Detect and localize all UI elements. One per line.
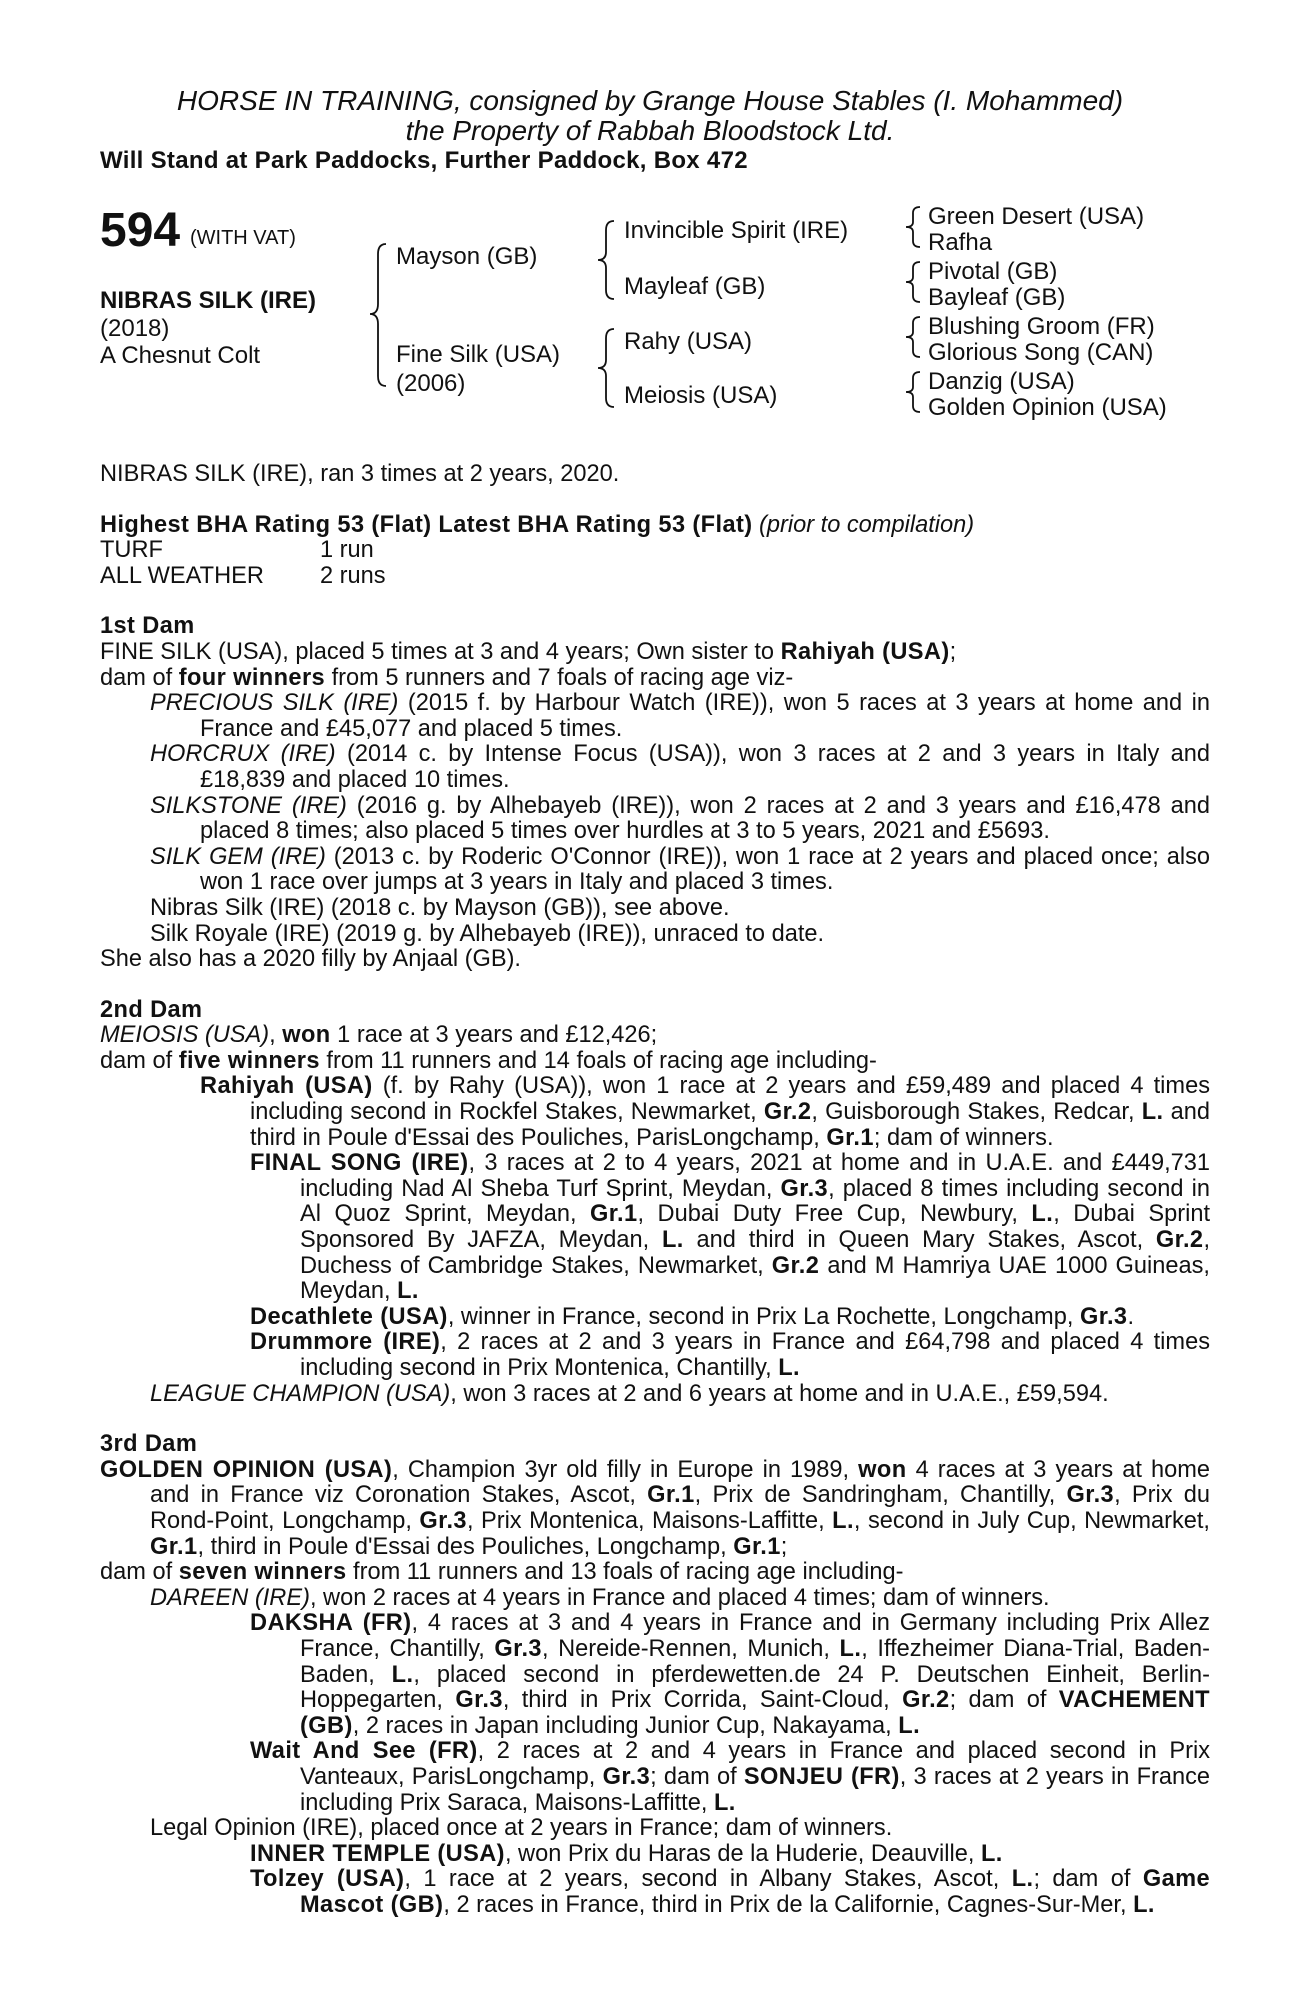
third-dam-line2: dam of seven winners from 11 runners and 13 foals of racing age including- xyxy=(100,1559,904,1586)
rating-heading: Highest BHA Rating 53 (Flat) Latest BHA Rating 53 (Flat) (prior to compilation) xyxy=(100,511,975,538)
second-dam-line1: MEIOSIS (USA), won 1 race at 3 years and £12,426; xyxy=(100,1022,658,1049)
progeny-silk-royale: Silk Royale (IRE) (2019 g. by Alhebayeb (IRE)), unraced to date. xyxy=(150,920,825,947)
pedigree-bracket-ds xyxy=(900,314,924,360)
pedigree-dam-dam: Meiosis (USA) xyxy=(624,382,778,409)
progeny-decathlete: Decathlete (USA), winner in France, second in Prix La Rochette, Longchamp, Gr.3. xyxy=(250,1303,1135,1330)
progeny-daksha: DAKSHA (FR), 4 races at 3 and 4 years in France and in Germany including Prix Allez France, Chantilly, Gr.3, Nereide-Rennen, Munich, L., Iffezheimer Diana-Trial, Baden-Baden, L., placed second in pferdewetten.de 24 P. Deutschen Einheit, Berlin-Hoppegarten, Gr.3, third in Prix Corrida, Saint-Cloud, Gr.2; dam of VACHEMENT (GB), 2 races in Japan including Junior Cup, Nakayama, L. xyxy=(250,1610,1210,1739)
pedigree-sss: Green Desert (USA) xyxy=(928,203,1145,230)
pedigree-sds: Pivotal (GB) xyxy=(928,258,1058,285)
progeny-silk-gem: SILK GEM (IRE) (2013 c. by Roderic O'Connor (IRE)), won 1 race at 2 years and placed once; also won 1 race over jumps at 3 years in Italy and placed 3 times. xyxy=(150,843,1210,896)
catalogue-body xyxy=(100,462,1210,1918)
progeny-silkstone: SILKSTONE (IRE) (2016 g. by Alhebayeb (IRE)), won 2 races at 2 and 3 years and £16,478 and placed 8 times; also placed 5 times over hurdles at 3 to 5 years, 2021 and £5693. xyxy=(150,792,1210,845)
progeny-horcrux: HORCRUX (IRE) (2014 c. by Intense Focus (USA)), won 3 races at 2 and 3 years in Italy and £18,839 and placed 10 times. xyxy=(150,741,1210,793)
pedigree-sire-sire: Invincible Spirit (IRE) xyxy=(624,217,849,244)
progeny-tolzey: Tolzey (USA), 1 race at 2 years, second in Albany Stakes, Ascot, L.; dam of Game Mascot (GB), 2 races in France, third in Prix de la Californie, Cagnes-Sur-Mer, L. xyxy=(250,1866,1210,1918)
second-dam-heading: 2nd Dam xyxy=(100,996,203,1023)
progeny-legal-opinion: Legal Opinion (IRE), placed once at 2 years in France; dam of winners. xyxy=(150,1815,893,1842)
progeny-inner-temple: INNER TEMPLE (USA), won Prix du Haras de la Huderie, Deauville, L. xyxy=(250,1840,1003,1867)
progeny-nibras-silk: Nibras Silk (IRE) (2018 c. by Mayson (GB)), see above. xyxy=(150,894,730,921)
pedigree-bracket-sd xyxy=(900,259,924,305)
second-dam-line2: dam of five winners from 11 runners and 14 foals of racing age including- xyxy=(100,1047,877,1074)
consignor-line: HORSE IN TRAINING, consigned by Grange House Stables (I. Mohammed) xyxy=(176,85,1124,116)
horse-description: A Chesnut Colt xyxy=(100,342,261,369)
first-dam-line1: FINE SILK (USA), placed 5 times at 3 and 4 years; Own sister to Rahiyah (USA); xyxy=(100,638,957,665)
pedigree-bracket-sire xyxy=(592,218,620,302)
horse-year: (2018) xyxy=(100,315,170,342)
pedigree-ddd: Golden Opinion (USA) xyxy=(928,394,1167,421)
pedigree-dds: Danzig (USA) xyxy=(928,368,1075,395)
third-dam-heading: 3rd Dam xyxy=(100,1431,198,1458)
pedigree-bracket-ss xyxy=(900,204,924,250)
pedigree-dam-year: (2006) xyxy=(396,370,466,397)
pedigree-dss: Blushing Groom (FR) xyxy=(928,313,1155,340)
property-line: the Property of Rabbah Bloodstock Ltd. xyxy=(405,115,895,146)
horse-name: NIBRAS SILK (IRE) xyxy=(100,287,316,314)
rating-all-weather: ALL WEATHER 2 runs xyxy=(100,562,386,589)
pedigree-dam-sire: Rahy (USA) xyxy=(624,328,753,355)
progeny-rahiyah: Rahiyah (USA) (f. by Rahy (USA)), won 1 race at 2 years and £59,489 and placed 4 times including second in Rockfel Stakes, Newmarket, Gr.2, Guisborough Stakes, Redcar, L. and third in Poule d'Essai des Pouliches, ParisLongchamp, Gr.1; dam of winners. xyxy=(200,1073,1211,1151)
pedigree-bracket-main xyxy=(364,240,394,390)
first-dam-heading: 1st Dam xyxy=(100,613,195,640)
pedigree-dam: Fine Silk (USA) xyxy=(396,341,561,368)
progeny-final-song: FINAL SONG (IRE), 3 races at 2 to 4 years, 2021 at home and in U.A.E. and £449,731 including Nad Al Sheba Turf Sprint, Meydan, Gr.3, placed 8 times including second in Al Quoz Sprint, Meydan, Gr.1, Dubai Duty Free Cup, Newbury, L., Dubai Sprint Sponsored By JAFZA, Meydan, L. and third in Queen Mary Stakes, Ascot, Gr.2, Duchess of Cambridge Stakes, Newmarket, Gr.2 and M Hamriya UAE 1000 Guineas, Meydan, L. xyxy=(250,1150,1210,1305)
progeny-drummore: Drummore (IRE), 2 races at 2 and 3 years in France and £64,798 and placed 4 times including second in Prix Montenica, Chantilly, L. xyxy=(250,1329,1210,1381)
progeny-league-champion: LEAGUE CHAMPION (USA), won 3 races at 2 and 6 years at home and in U.A.E., £59,594. xyxy=(150,1380,1109,1407)
stabling-line: Will Stand at Park Paddocks, Further Paddock, Box 472 xyxy=(100,147,748,174)
pedigree-sire-dam: Mayleaf (GB) xyxy=(624,273,766,300)
rating-turf: TURF 1 run xyxy=(100,537,374,564)
race-summary: NIBRAS SILK (IRE), ran 3 times at 2 years, 2020. xyxy=(100,461,620,487)
pedigree-sdd: Bayleaf (GB) xyxy=(928,284,1066,311)
progeny-precious-silk: PRECIOUS SILK (IRE) (2015 f. by Harbour Watch (IRE)), won 5 races at 3 years at home and in France and £45,077 and placed 5 times. xyxy=(150,690,1210,742)
lot-number: 594 xyxy=(100,204,181,257)
vat-note: (WITH VAT) xyxy=(190,227,296,249)
progeny-wait-and-see: Wait And See (FR), 2 races at 2 and 4 years in France and placed second in Prix Vanteaux, ParisLongchamp, Gr.3; dam of SONJEU (FR), 3 races at 2 years in France including Prix Saraca, Maisons-Laffitte, L. xyxy=(250,1738,1211,1816)
pedigree-sire: Mayson (GB) xyxy=(396,243,538,270)
pedigree-dsd: Glorious Song (CAN) xyxy=(928,339,1154,366)
pedigree-bracket-dam xyxy=(592,326,620,410)
pedigree-ssd: Rafha xyxy=(928,229,993,256)
progeny-dareen: DAREEN (IRE), won 2 races at 4 years in France and placed 4 times; dam of winners. xyxy=(150,1584,1050,1611)
pedigree-bracket-dd xyxy=(900,369,924,415)
progeny-2020-filly: She also has a 2020 filly by Anjaal (GB). xyxy=(100,946,521,973)
first-dam-line2: dam of four winners from 5 runners and 7 foals of racing age viz- xyxy=(100,664,794,691)
golden-opinion-record: GOLDEN OPINION (USA), Champion 3yr old filly in Europe in 1989, won 4 races at 3 years at home and in France viz Coronation Stakes, Ascot, Gr.1, Prix de Sandringham, Chantilly, Gr.3, Prix du Rond-Point, Longchamp, Gr.3, Prix Montenica, Maisons-Laffitte, L., second in July Cup, Newmarket, Gr.1, third in Poule d'Essai des Pouliches, Longchamp, Gr.1; xyxy=(100,1456,1211,1560)
